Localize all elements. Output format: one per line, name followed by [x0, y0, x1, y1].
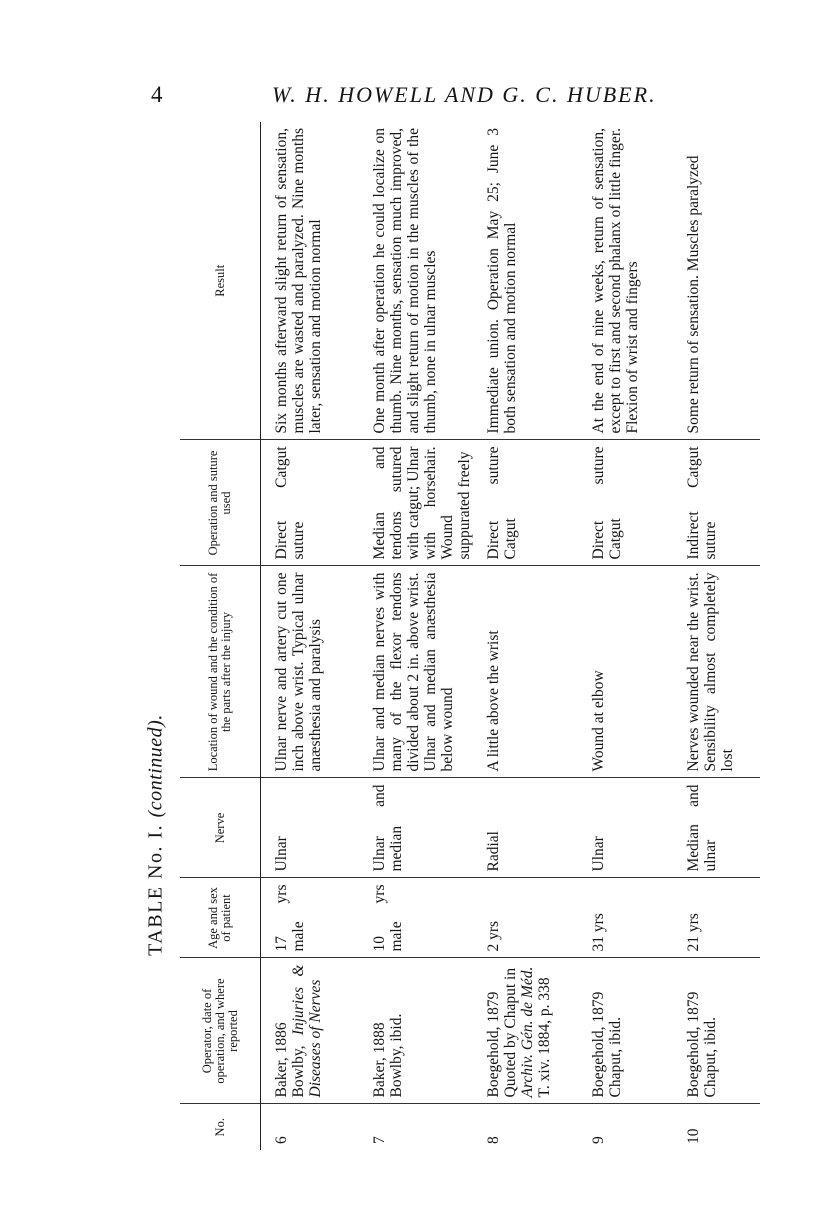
operator-date: Baker, 1886 — [273, 1022, 290, 1098]
operator-date: Boegehold, 1879 — [484, 991, 502, 1098]
cell-location: Ulnar nerve and artery cut one inch above wrist. Typical ulnar anæsthesia and paralysis — [261, 566, 367, 778]
header-operator: Operator, date of operation, and where reported — [180, 958, 261, 1104]
cell-operation: Direct suture Catgut — [481, 440, 586, 566]
cell-result: Some return of sensation. Muscles paralyzed — [681, 122, 761, 440]
cell-nerve: Ulnar and median — [367, 778, 481, 878]
case-table — [180, 122, 760, 1150]
table-caption-continued: (continued). — [144, 714, 167, 818]
cell-result: At the end of nine weeks, return of sensation, except to first and second phalanx of little finger. Flexion of wrist and fingers — [586, 122, 681, 440]
page-number: 4 — [151, 82, 163, 107]
cell-nerve: Ulnar — [261, 778, 367, 878]
operator-date: Boegehold, 1879 — [684, 991, 702, 1098]
cell-age: 2 yrs — [481, 878, 586, 958]
cell-no: 8 — [484, 1136, 502, 1144]
cell-location: A little above the wrist — [481, 566, 586, 778]
table-row — [681, 122, 761, 1150]
cell-nerve: Median and ulnar — [681, 778, 761, 878]
cell-operation: Direct Catgut suture — [261, 440, 367, 566]
cell-location: Wound at elbow — [586, 566, 681, 778]
operator-date: Boegehold, 1879 — [589, 991, 607, 1098]
header-row — [180, 122, 261, 1150]
cell-result: Immediate union. Operation May 25; June 3 both sensation and motion normal — [481, 122, 586, 440]
header-no: No. — [180, 1104, 261, 1150]
operator-date: Baker, 1888 — [370, 1022, 388, 1098]
cell-no: 7 — [370, 1136, 388, 1144]
cell-no: 9 — [589, 1136, 607, 1144]
table-caption-main: TABLE No. I. — [144, 823, 167, 956]
cell-no: 6 — [273, 1136, 290, 1144]
table-row — [367, 122, 481, 1150]
reported-italic: Injuries & Diseases of Nerves — [290, 964, 324, 1098]
cell-operation: Direct suture Catgut — [586, 440, 681, 566]
header-operation: Operation and suture used — [180, 440, 261, 566]
cell-age: 21 yrs — [681, 878, 761, 958]
reported-prefix: Chaput, ibid. — [606, 1016, 624, 1098]
cell-no: 10 — [684, 1128, 702, 1144]
header-age: Age and sex of patient — [180, 878, 261, 958]
table-row — [261, 122, 367, 1150]
header-result: Result — [180, 122, 261, 440]
reported-prefix: Quoted by Chaput in — [501, 967, 519, 1098]
cell-age: 31 yrs — [586, 878, 681, 958]
reported-prefix: Bowlby, — [290, 1035, 307, 1098]
cell-operator — [367, 958, 481, 1104]
cell-age: 17 yrs male — [261, 878, 367, 958]
reported-prefix: Chaput, ibid. — [701, 1016, 719, 1098]
rotated-table — [180, 122, 760, 1150]
cell-nerve: Ulnar — [586, 778, 681, 878]
cell-location: Nerves wounded near the wrist. Sensibility almost completely lost — [681, 566, 761, 778]
cell-operator — [481, 958, 586, 1104]
cell-operation: Indirect Catgut suture — [681, 440, 761, 566]
cell-location: Ulnar and median nerves with many of the flexor tendons divided about 2 in. above wrist. Ulnar and median anæsthesia below wound — [367, 566, 481, 778]
reported-suffix: T. xiv. 1884, p. 338 — [535, 977, 553, 1098]
running-head: W. H. HOWELL AND G. C. HUBER. — [272, 82, 657, 107]
cell-operator — [681, 958, 761, 1104]
cell-result: Six months afterward slight return of sensation, muscles are wasted and paralyzed. Nine months later, sensation and motion normal — [261, 122, 367, 440]
reported-italic: Archiv. Gén. de Méd. — [518, 966, 536, 1098]
table-caption — [145, 714, 168, 956]
cell-result: One month after operation he could localize on thumb. Nine months, sensation much improved, and slight return of motion in the muscles of the thumb, none in ulnar muscles — [367, 122, 481, 440]
header-nerve: Nerve — [180, 778, 261, 878]
cell-operation: Median and tendons sutured with catgut; Ulnar with horsehair. Wound suppurated freely — [367, 440, 481, 566]
table-row — [586, 122, 681, 1150]
table-row — [481, 122, 586, 1150]
cell-age: 10 yrs male — [367, 878, 481, 958]
table-container — [180, 122, 760, 1150]
cell-nerve: Radial — [481, 778, 586, 878]
header-location: Location of wound and the condition of the parts after the injury — [180, 566, 261, 778]
cell-operator — [586, 958, 681, 1104]
reported-prefix: Bowlby, ibid. — [387, 1013, 405, 1098]
cell-operator — [261, 958, 367, 1104]
